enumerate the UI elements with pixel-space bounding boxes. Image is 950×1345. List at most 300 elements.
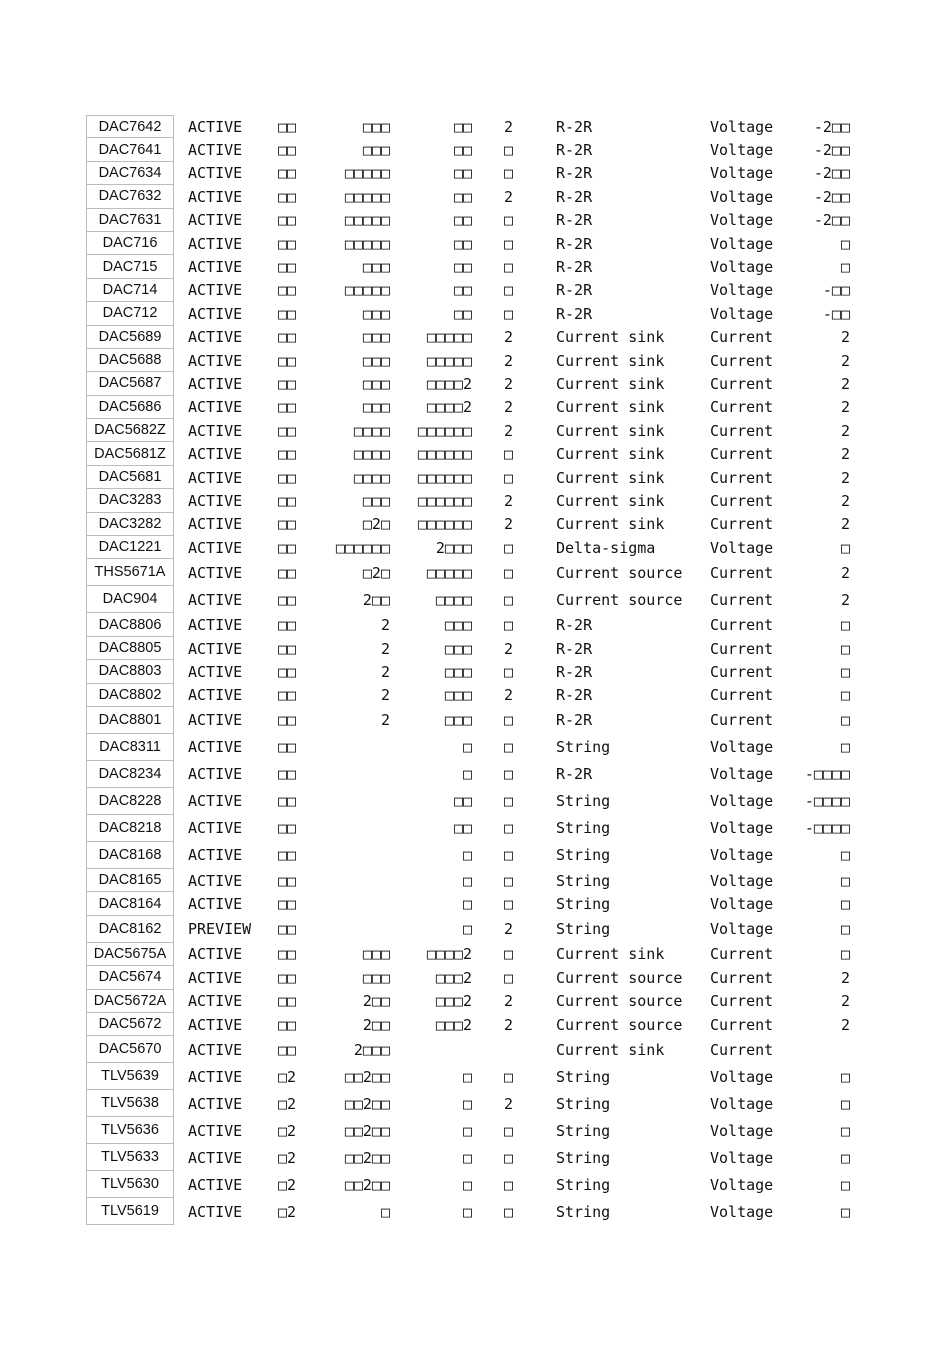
column-8-cell: -2□□ xyxy=(813,211,850,230)
column-2-cell: □□ xyxy=(278,351,297,370)
column-8-cell: -2□□ xyxy=(813,141,850,160)
table-row xyxy=(86,761,866,788)
column-4-cell: □ xyxy=(462,1148,472,1167)
architecture-cell: Current source xyxy=(556,992,683,1011)
column-4-cell: □□□ xyxy=(444,711,472,730)
status-cell: ACTIVE xyxy=(188,164,243,183)
column-8-cell: 2 xyxy=(840,515,850,534)
column-4-cell: □ xyxy=(462,1175,472,1194)
output-type-cell: Voltage xyxy=(710,1067,774,1086)
column-8-cell: -□□□□ xyxy=(804,765,850,784)
architecture-cell: R-2R xyxy=(556,141,593,160)
architecture-cell: Current sink xyxy=(556,1040,665,1059)
status-cell: ACTIVE xyxy=(188,234,243,253)
column-2-cell: □2 xyxy=(278,1148,297,1167)
column-4-cell: □□□2 xyxy=(435,1015,472,1034)
column-5-cell: □ xyxy=(504,871,514,890)
column-3-cell: □ xyxy=(380,1202,390,1221)
part-number-cell: DAC5672A xyxy=(86,990,174,1013)
column-5-cell: □ xyxy=(504,616,514,635)
part-number-cell: DAC3282 xyxy=(86,513,174,536)
status-cell: ACTIVE xyxy=(188,515,243,534)
table-row xyxy=(86,162,866,185)
column-5-cell: □ xyxy=(504,711,514,730)
column-8-cell: □ xyxy=(840,1148,850,1167)
output-type-cell: Current xyxy=(710,686,774,705)
output-type-cell: Current xyxy=(710,445,774,464)
column-3-cell: □□2□□ xyxy=(344,1094,390,1113)
table-row xyxy=(86,1144,866,1171)
table-row xyxy=(86,892,866,915)
column-2-cell: □□ xyxy=(278,920,297,939)
column-8-cell: □ xyxy=(840,1121,850,1140)
table-row xyxy=(86,788,866,815)
architecture-cell: Current sink xyxy=(556,328,665,347)
table-row xyxy=(86,842,866,869)
column-5-cell: □ xyxy=(504,945,514,964)
part-number-cell: DAC716 xyxy=(86,232,174,255)
table-row xyxy=(86,419,866,442)
output-type-cell: Current xyxy=(710,639,774,658)
column-3-cell: 2 xyxy=(380,639,390,658)
architecture-cell: R-2R xyxy=(556,234,593,253)
architecture-cell: R-2R xyxy=(556,662,593,681)
part-number-cell: DAC8311 xyxy=(86,734,174,761)
column-8-cell: 2 xyxy=(840,968,850,987)
column-5-cell: □ xyxy=(504,1175,514,1194)
column-3-cell: □□□ xyxy=(362,945,390,964)
table-row xyxy=(86,536,866,559)
column-3-cell: □□□ xyxy=(362,117,390,136)
column-8-cell: -□□ xyxy=(822,281,850,300)
column-2-cell: □□ xyxy=(278,117,297,136)
column-5-cell: 2 xyxy=(504,1015,514,1034)
output-type-cell: Voltage xyxy=(710,846,774,865)
output-type-cell: Voltage xyxy=(710,187,774,206)
architecture-cell: Current sink xyxy=(556,945,665,964)
column-4-cell: □□□□□ xyxy=(426,351,472,370)
column-3-cell xyxy=(326,788,390,815)
column-4-cell: □ xyxy=(462,871,472,890)
column-5-cell: □ xyxy=(504,538,514,557)
architecture-cell: R-2R xyxy=(556,304,593,323)
status-cell: ACTIVE xyxy=(188,187,243,206)
table-row xyxy=(86,372,866,395)
column-8-cell: 2 xyxy=(840,590,850,609)
column-4-cell: □□□□ xyxy=(435,590,472,609)
column-2-cell: □□ xyxy=(278,711,297,730)
table-row xyxy=(86,1036,866,1063)
column-2-cell: □□ xyxy=(278,945,297,964)
architecture-cell: R-2R xyxy=(556,616,593,635)
column-4-cell: □□ xyxy=(453,211,472,230)
architecture-cell: String xyxy=(556,895,611,914)
output-type-cell: Voltage xyxy=(710,871,774,890)
column-3-cell: □□□□□ xyxy=(344,164,390,183)
architecture-cell: Current sink xyxy=(556,398,665,417)
column-5-cell: □ xyxy=(504,738,514,757)
column-2-cell: □2 xyxy=(278,1175,297,1194)
architecture-cell: Current source xyxy=(556,1015,683,1034)
column-8-cell: □ xyxy=(840,871,850,890)
column-4-cell: □□□□□□ xyxy=(417,445,472,464)
table-row xyxy=(86,559,866,586)
table-row xyxy=(86,966,866,989)
part-number-cell: DAC8802 xyxy=(86,684,174,707)
part-number-cell: DAC1221 xyxy=(86,536,174,559)
status-cell: ACTIVE xyxy=(188,765,243,784)
column-4-cell: □□□□□□ xyxy=(417,468,472,487)
part-number-cell: TLV5639 xyxy=(86,1063,174,1090)
architecture-cell: R-2R xyxy=(556,639,593,658)
output-type-cell: Current xyxy=(710,968,774,987)
column-2-cell: □□ xyxy=(278,141,297,160)
architecture-cell: Current sink xyxy=(556,374,665,393)
part-number-cell: DAC8803 xyxy=(86,660,174,683)
column-5-cell: □ xyxy=(504,1148,514,1167)
output-type-cell: Voltage xyxy=(710,1175,774,1194)
column-2-cell: □□ xyxy=(278,515,297,534)
part-number-cell: DAC5672 xyxy=(86,1013,174,1036)
status-cell: ACTIVE xyxy=(188,819,243,838)
part-number-cell: TLV5619 xyxy=(86,1198,174,1225)
status-cell: ACTIVE xyxy=(188,846,243,865)
column-3-cell: 2 xyxy=(380,616,390,635)
output-type-cell: Current xyxy=(710,468,774,487)
output-type-cell: Voltage xyxy=(710,1094,774,1113)
output-type-cell: Current xyxy=(710,515,774,534)
column-3-cell: □□□□ xyxy=(353,421,390,440)
column-2-cell: □□ xyxy=(278,686,297,705)
table-row xyxy=(86,138,866,161)
column-2-cell: □□ xyxy=(278,895,297,914)
column-4-cell: □ xyxy=(462,1202,472,1221)
column-2-cell: □2 xyxy=(278,1121,297,1140)
column-3-cell: □□□□ xyxy=(353,468,390,487)
column-2-cell: □□ xyxy=(278,164,297,183)
column-3-cell: □□□□□ xyxy=(344,211,390,230)
architecture-cell: R-2R xyxy=(556,686,593,705)
column-2-cell: □□ xyxy=(278,1040,297,1059)
table-row xyxy=(86,1090,866,1117)
column-8-cell: 2 xyxy=(840,491,850,510)
part-number-cell: DAC5670 xyxy=(86,1036,174,1063)
part-number-cell: DAC5686 xyxy=(86,396,174,419)
column-8-cell: -2□□ xyxy=(813,117,850,136)
architecture-cell: R-2R xyxy=(556,164,593,183)
part-number-cell: THS5671A xyxy=(86,559,174,586)
part-number-cell: DAC7634 xyxy=(86,162,174,185)
output-type-cell: Voltage xyxy=(710,234,774,253)
column-8-cell: □ xyxy=(840,686,850,705)
architecture-cell: R-2R xyxy=(556,258,593,277)
part-number-cell: TLV5633 xyxy=(86,1144,174,1171)
table-row xyxy=(86,660,866,683)
status-cell: ACTIVE xyxy=(188,616,243,635)
column-8-cell: 2 xyxy=(840,398,850,417)
status-cell: ACTIVE xyxy=(188,1040,243,1059)
status-cell: ACTIVE xyxy=(188,1094,243,1113)
column-5-cell: □ xyxy=(504,662,514,681)
column-8-cell: □ xyxy=(840,1067,850,1086)
table-row xyxy=(86,209,866,232)
architecture-cell: Current source xyxy=(556,968,683,987)
column-4-cell xyxy=(404,1036,472,1063)
column-4-cell: □□ xyxy=(453,258,472,277)
status-cell: ACTIVE xyxy=(188,374,243,393)
output-type-cell: Voltage xyxy=(710,164,774,183)
column-4-cell: □ xyxy=(462,1121,472,1140)
output-type-cell: Current xyxy=(710,590,774,609)
architecture-cell: R-2R xyxy=(556,711,593,730)
table-row xyxy=(86,349,866,372)
column-4-cell: □ xyxy=(462,765,472,784)
column-4-cell: □□□ xyxy=(444,639,472,658)
table-row xyxy=(86,466,866,489)
table-row xyxy=(86,734,866,761)
column-4-cell: □ xyxy=(462,738,472,757)
column-5-cell: 2 xyxy=(504,491,514,510)
column-3-cell xyxy=(326,869,390,892)
table-row xyxy=(86,279,866,302)
architecture-cell: String xyxy=(556,1094,611,1113)
column-8-cell: -□□ xyxy=(822,304,850,323)
table-row xyxy=(86,302,866,325)
column-2-cell: □□ xyxy=(278,398,297,417)
architecture-cell: String xyxy=(556,792,611,811)
column-8-cell: □ xyxy=(840,234,850,253)
status-cell: ACTIVE xyxy=(188,1121,243,1140)
output-type-cell: Voltage xyxy=(710,738,774,757)
output-type-cell: Current xyxy=(710,992,774,1011)
table-row xyxy=(86,943,866,966)
column-3-cell: □□□ xyxy=(362,141,390,160)
status-cell: ACTIVE xyxy=(188,468,243,487)
column-5-cell: □ xyxy=(504,304,514,323)
output-type-cell: Voltage xyxy=(710,258,774,277)
column-3-cell xyxy=(326,815,390,842)
table-row xyxy=(86,1198,866,1225)
column-4-cell: □□□□□□ xyxy=(417,515,472,534)
part-number-cell: DAC5675A xyxy=(86,943,174,966)
column-5-cell: 2 xyxy=(504,351,514,370)
column-8-cell: 2 xyxy=(840,328,850,347)
table-row xyxy=(86,815,866,842)
column-2-cell: □□ xyxy=(278,211,297,230)
column-5-cell: □ xyxy=(504,895,514,914)
part-number-cell: DAC714 xyxy=(86,279,174,302)
output-type-cell: Voltage xyxy=(710,211,774,230)
status-cell: ACTIVE xyxy=(188,590,243,609)
output-type-cell: Current xyxy=(710,328,774,347)
column-4-cell: □□ xyxy=(453,117,472,136)
status-cell: ACTIVE xyxy=(188,1202,243,1221)
part-number-cell: TLV5638 xyxy=(86,1090,174,1117)
status-cell: ACTIVE xyxy=(188,711,243,730)
column-2-cell: □□ xyxy=(278,871,297,890)
output-type-cell: Voltage xyxy=(710,765,774,784)
column-8-cell: □ xyxy=(840,1094,850,1113)
output-type-cell: Current xyxy=(710,711,774,730)
column-2-cell: □2 xyxy=(278,1067,297,1086)
part-number-cell: DAC8165 xyxy=(86,869,174,892)
table-row xyxy=(86,326,866,349)
status-cell: ACTIVE xyxy=(188,686,243,705)
column-3-cell: □□□ xyxy=(362,374,390,393)
column-3-cell: 2 xyxy=(380,662,390,681)
column-3-cell: □2□ xyxy=(362,515,390,534)
column-8-cell: □ xyxy=(840,846,850,865)
column-5-cell: □ xyxy=(504,846,514,865)
column-3-cell xyxy=(326,916,390,943)
output-type-cell: Voltage xyxy=(710,281,774,300)
architecture-cell: Current sink xyxy=(556,351,665,370)
output-type-cell: Current xyxy=(710,351,774,370)
table-row xyxy=(86,586,866,613)
column-8-cell: □ xyxy=(840,639,850,658)
column-2-cell: □□ xyxy=(278,662,297,681)
column-4-cell: □ xyxy=(462,1067,472,1086)
output-type-cell: Voltage xyxy=(710,895,774,914)
column-3-cell: □□□□□ xyxy=(344,187,390,206)
status-cell: ACTIVE xyxy=(188,662,243,681)
status-cell: ACTIVE xyxy=(188,211,243,230)
column-2-cell: □2 xyxy=(278,1202,297,1221)
status-cell: ACTIVE xyxy=(188,1148,243,1167)
part-number-cell: DAC8168 xyxy=(86,842,174,869)
column-5-cell: 2 xyxy=(504,187,514,206)
output-type-cell: Voltage xyxy=(710,920,774,939)
table-row xyxy=(86,916,866,943)
part-number-cell: DAC715 xyxy=(86,255,174,278)
column-4-cell: □□ xyxy=(453,304,472,323)
column-4-cell: □□□□□ xyxy=(426,328,472,347)
column-2-cell: □□ xyxy=(278,445,297,464)
part-number-cell: DAC7641 xyxy=(86,138,174,161)
column-2-cell: □□ xyxy=(278,374,297,393)
column-2-cell: □□ xyxy=(278,187,297,206)
column-5-cell: 2 xyxy=(504,421,514,440)
table-row xyxy=(86,869,866,892)
column-5-cell: □ xyxy=(504,468,514,487)
status-cell: ACTIVE xyxy=(188,992,243,1011)
column-2-cell: □□ xyxy=(278,992,297,1011)
column-5-cell: □ xyxy=(504,258,514,277)
column-3-cell xyxy=(326,761,390,788)
column-8-cell: □ xyxy=(840,616,850,635)
column-8-cell: □ xyxy=(840,258,850,277)
column-3-cell: □□□□□ xyxy=(344,281,390,300)
column-3-cell: 2 xyxy=(380,711,390,730)
column-3-cell: □□□ xyxy=(362,258,390,277)
architecture-cell: Delta-sigma xyxy=(556,538,656,557)
column-2-cell: □□ xyxy=(278,234,297,253)
column-2-cell: □□ xyxy=(278,616,297,635)
architecture-cell: Current source xyxy=(556,590,683,609)
part-number-cell: DAC8228 xyxy=(86,788,174,815)
table-row xyxy=(86,185,866,208)
column-8-cell: □ xyxy=(840,895,850,914)
status-cell: ACTIVE xyxy=(188,538,243,557)
output-type-cell: Voltage xyxy=(710,117,774,136)
architecture-cell: R-2R xyxy=(556,211,593,230)
column-4-cell: □□ xyxy=(453,281,472,300)
architecture-cell: String xyxy=(556,1067,611,1086)
status-cell: ACTIVE xyxy=(188,258,243,277)
column-3-cell: □□□□□ xyxy=(344,234,390,253)
column-2-cell: □□ xyxy=(278,968,297,987)
column-2-cell: □□ xyxy=(278,639,297,658)
part-number-cell: DAC5674 xyxy=(86,966,174,989)
architecture-cell: Current sink xyxy=(556,421,665,440)
table-row xyxy=(86,637,866,660)
architecture-cell: Current sink xyxy=(556,515,665,534)
column-5-cell: □ xyxy=(504,445,514,464)
part-number-cell: DAC5689 xyxy=(86,326,174,349)
column-5-cell: 2 xyxy=(504,686,514,705)
column-8-cell: □ xyxy=(840,711,850,730)
status-cell: ACTIVE xyxy=(188,968,243,987)
column-8-cell: 2 xyxy=(840,468,850,487)
status-cell: ACTIVE xyxy=(188,1067,243,1086)
output-type-cell: Voltage xyxy=(710,1121,774,1140)
column-5-cell: 2 xyxy=(504,117,514,136)
column-2-cell: □□ xyxy=(278,590,297,609)
column-4-cell: □□□ xyxy=(444,616,472,635)
column-4-cell: 2□□□ xyxy=(435,538,472,557)
architecture-cell: R-2R xyxy=(556,117,593,136)
column-4-cell: □□□□2 xyxy=(426,374,472,393)
part-number-cell: DAC8164 xyxy=(86,892,174,915)
status-cell: ACTIVE xyxy=(188,945,243,964)
part-number-cell: DAC7642 xyxy=(86,115,174,138)
column-8-cell: -□□□□ xyxy=(804,792,850,811)
status-cell: PREVIEW xyxy=(188,920,252,939)
output-type-cell: Current xyxy=(710,1040,774,1059)
status-cell: ACTIVE xyxy=(188,141,243,160)
output-type-cell: Voltage xyxy=(710,1148,774,1167)
status-cell: ACTIVE xyxy=(188,421,243,440)
column-2-cell: □□ xyxy=(278,792,297,811)
architecture-cell: String xyxy=(556,819,611,838)
column-8-cell xyxy=(786,1036,850,1063)
part-number-cell: DAC7632 xyxy=(86,185,174,208)
status-cell: ACTIVE xyxy=(188,1175,243,1194)
output-type-cell: Current xyxy=(710,491,774,510)
part-number-cell: TLV5630 xyxy=(86,1171,174,1198)
column-5-cell: □ xyxy=(504,1067,514,1086)
status-cell: ACTIVE xyxy=(188,792,243,811)
table-row xyxy=(86,1117,866,1144)
column-3-cell: □□2□□ xyxy=(344,1148,390,1167)
column-8-cell: 2 xyxy=(840,992,850,1011)
column-5-cell: 2 xyxy=(504,920,514,939)
column-3-cell: 2□□ xyxy=(362,992,390,1011)
status-cell: ACTIVE xyxy=(188,639,243,658)
column-5-cell: 2 xyxy=(504,515,514,534)
column-3-cell: 2□□ xyxy=(362,1015,390,1034)
column-3-cell: □□2□□ xyxy=(344,1175,390,1194)
column-3-cell: □□□ xyxy=(362,398,390,417)
part-number-cell: DAC5681Z xyxy=(86,442,174,465)
column-2-cell: □□ xyxy=(278,765,297,784)
column-5-cell: 2 xyxy=(504,328,514,347)
column-3-cell: □□□□ xyxy=(353,445,390,464)
column-8-cell: -2□□ xyxy=(813,164,850,183)
architecture-cell: String xyxy=(556,738,611,757)
status-cell: ACTIVE xyxy=(188,738,243,757)
status-cell: ACTIVE xyxy=(188,895,243,914)
